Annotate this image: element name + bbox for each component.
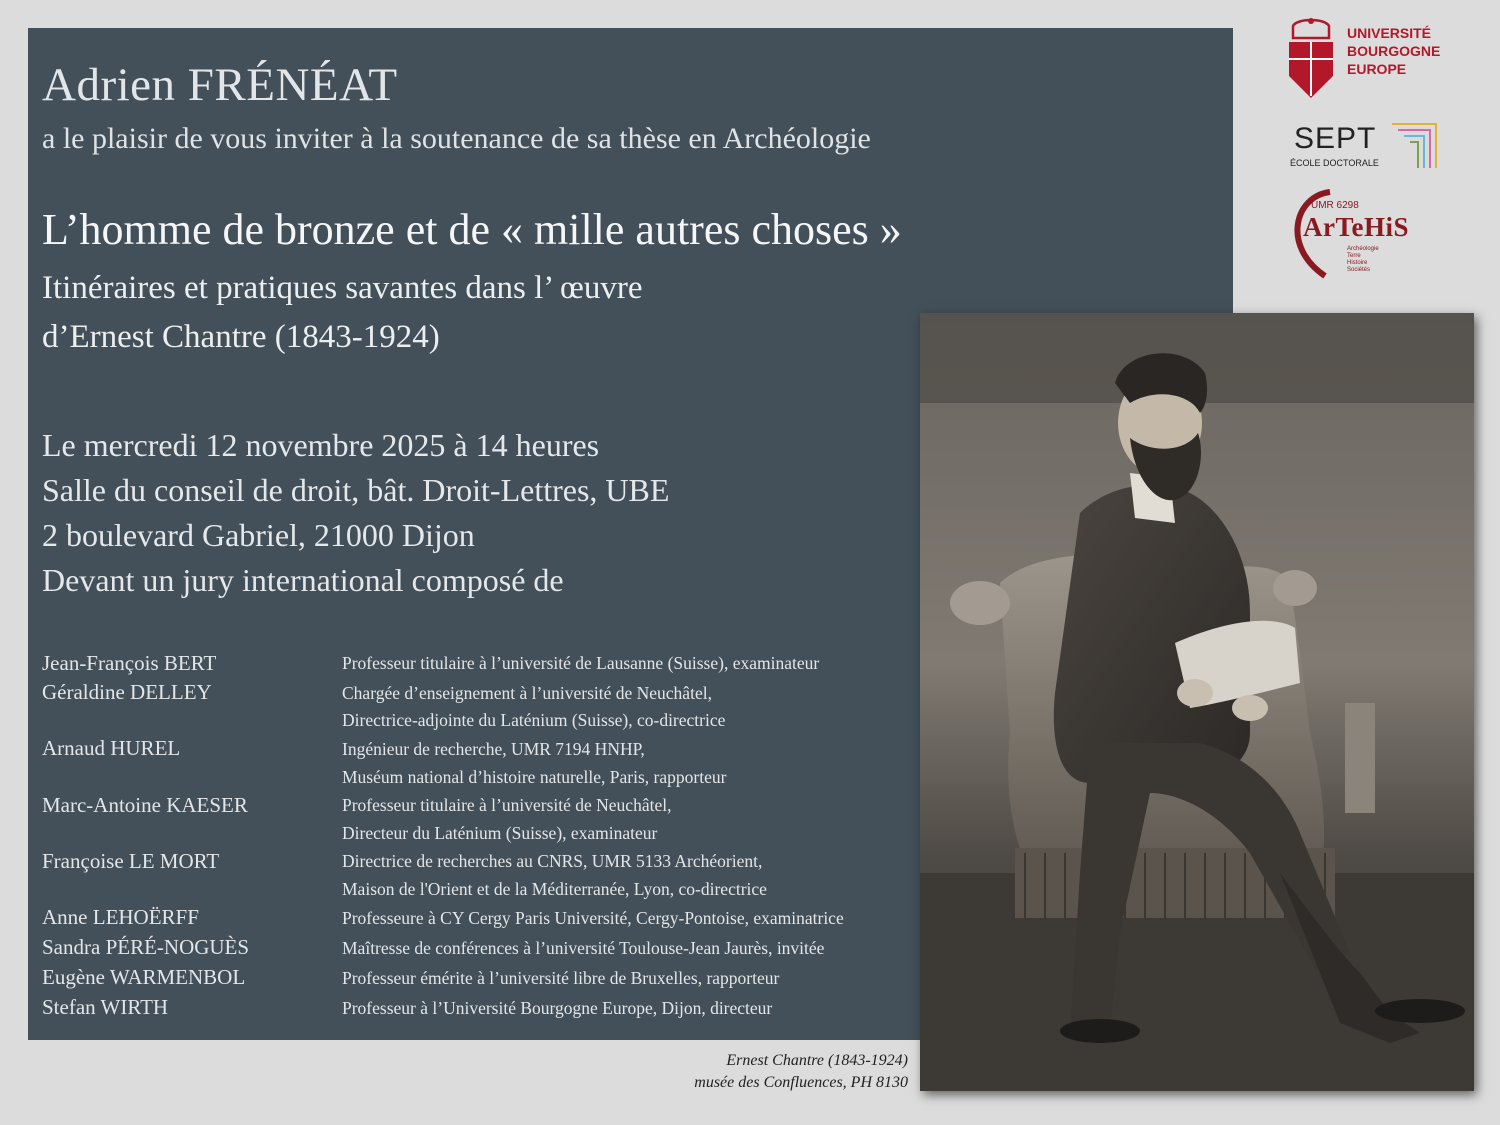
candidate-name: Adrien FRÉNÉAT: [42, 59, 398, 111]
jury-member-name: Eugène WARMENBOL: [42, 965, 246, 989]
artehis-sub-3: Histoire: [1347, 260, 1368, 266]
portrait-photo: [920, 313, 1474, 1091]
sept-subtitle: ÉCOLE DOCTORALE: [1290, 158, 1379, 168]
sept-doctoral-school-logo: [1290, 120, 1440, 172]
thesis-subtitle-line2: d’Ernest Chantre (1843-1924): [42, 319, 440, 355]
thesis-title: L’homme de bronze et de « mille autres choses »: [42, 205, 902, 254]
sept-title: SEPT: [1294, 122, 1377, 155]
jury-member-role: Muséum national d’histoire naturelle, Paris, rapporteur: [342, 767, 727, 787]
thesis-subtitle-line1: Itinéraires et pratiques savantes dans l’ œuvre: [42, 270, 643, 306]
ube-line2: BOURGOGNE: [1347, 43, 1441, 59]
artehis-name: ArTeHiS: [1303, 212, 1410, 242]
jury-member-role: Professeur à l’Université Bourgogne Europe, Dijon, directeur: [342, 998, 773, 1018]
jury-member-name: Jean-François BERT: [42, 651, 217, 675]
jury-member-role: Professeur titulaire à l’université de Neuchâtel,: [342, 795, 672, 815]
jury-member-role: Maîtresse de conférences à l’université Toulouse-Jean Jaurès, invitée: [342, 938, 825, 958]
ube-crest-icon: [1285, 16, 1337, 104]
artehis-sub-2: Terre: [1347, 253, 1361, 259]
jury-member-name: Anne LEHOËRFF: [42, 905, 199, 929]
sept-squares-icon: [1390, 122, 1438, 170]
ube-line1: UNIVERSITÉ: [1347, 25, 1432, 41]
jury-member-role: Maison de l'Orient et de la Méditerranée, Lyon, co-directrice: [342, 879, 767, 899]
ube-line3: EUROPE: [1347, 61, 1407, 77]
jury-member-name: Françoise LE MORT: [42, 849, 220, 873]
jury-member-name: Stefan WIRTH: [42, 995, 169, 1019]
photo-caption-line2: musée des Confluences, PH 8130: [694, 1074, 908, 1091]
universite-bourgogne-europe-logo: [1285, 16, 1445, 104]
jury-member-role: Directrice-adjointe du Laténium (Suisse), co-directrice: [342, 710, 726, 730]
jury-member-role: Professeure à CY Cergy Paris Université, Cergy-Pontoise, examinatrice: [342, 908, 844, 928]
artehis-sub-1: Archéologie: [1347, 246, 1379, 252]
defense-room: Salle du conseil de droit, bât. Droit-Lettres, UBE: [42, 472, 670, 508]
jury-member-role: Directrice de recherches au CNRS, UMR 5133 Archéorient,: [342, 851, 763, 871]
defense-address: 2 boulevard Gabriel, 21000 Dijon: [42, 517, 475, 553]
jury-member-name: Marc-Antoine KAESER: [42, 793, 248, 817]
artehis-sub-4: Sociétés: [1347, 267, 1371, 273]
jury-member-role: Chargée d’enseignement à l’université de Neuchâtel,: [342, 683, 712, 703]
invitation-intro: a le plaisir de vous inviter à la soutenance de sa thèse en Archéologie: [42, 122, 871, 155]
artehis-subtitle: [1347, 246, 1379, 274]
jury-intro: Devant un jury international composé de: [42, 562, 564, 598]
jury-member-role: Ingénieur de recherche, UMR 7194 HNHP,: [342, 739, 645, 759]
photo-caption-line1: Ernest Chantre (1843-1924): [726, 1052, 908, 1069]
jury-member-role: Directeur du Laténium (Suisse), examinateur: [342, 823, 658, 843]
jury-member-role: Professeur émérite à l’université libre de Bruxelles, rapporteur: [342, 968, 780, 988]
jury-member-name: Arnaud HUREL: [42, 736, 181, 760]
jury-member-name: Géraldine DELLEY: [42, 680, 212, 704]
artehis-umr: UMR 6298: [1311, 200, 1359, 211]
defense-date: Le mercredi 12 novembre 2025 à 14 heures: [42, 427, 600, 463]
artehis-logo: [1285, 186, 1435, 282]
jury-member-name: Sandra PÉRÉ-NOGUÈS: [42, 935, 250, 959]
jury-member-role: Professeur titulaire à l’université de Lausanne (Suisse), examinateur: [342, 653, 820, 673]
